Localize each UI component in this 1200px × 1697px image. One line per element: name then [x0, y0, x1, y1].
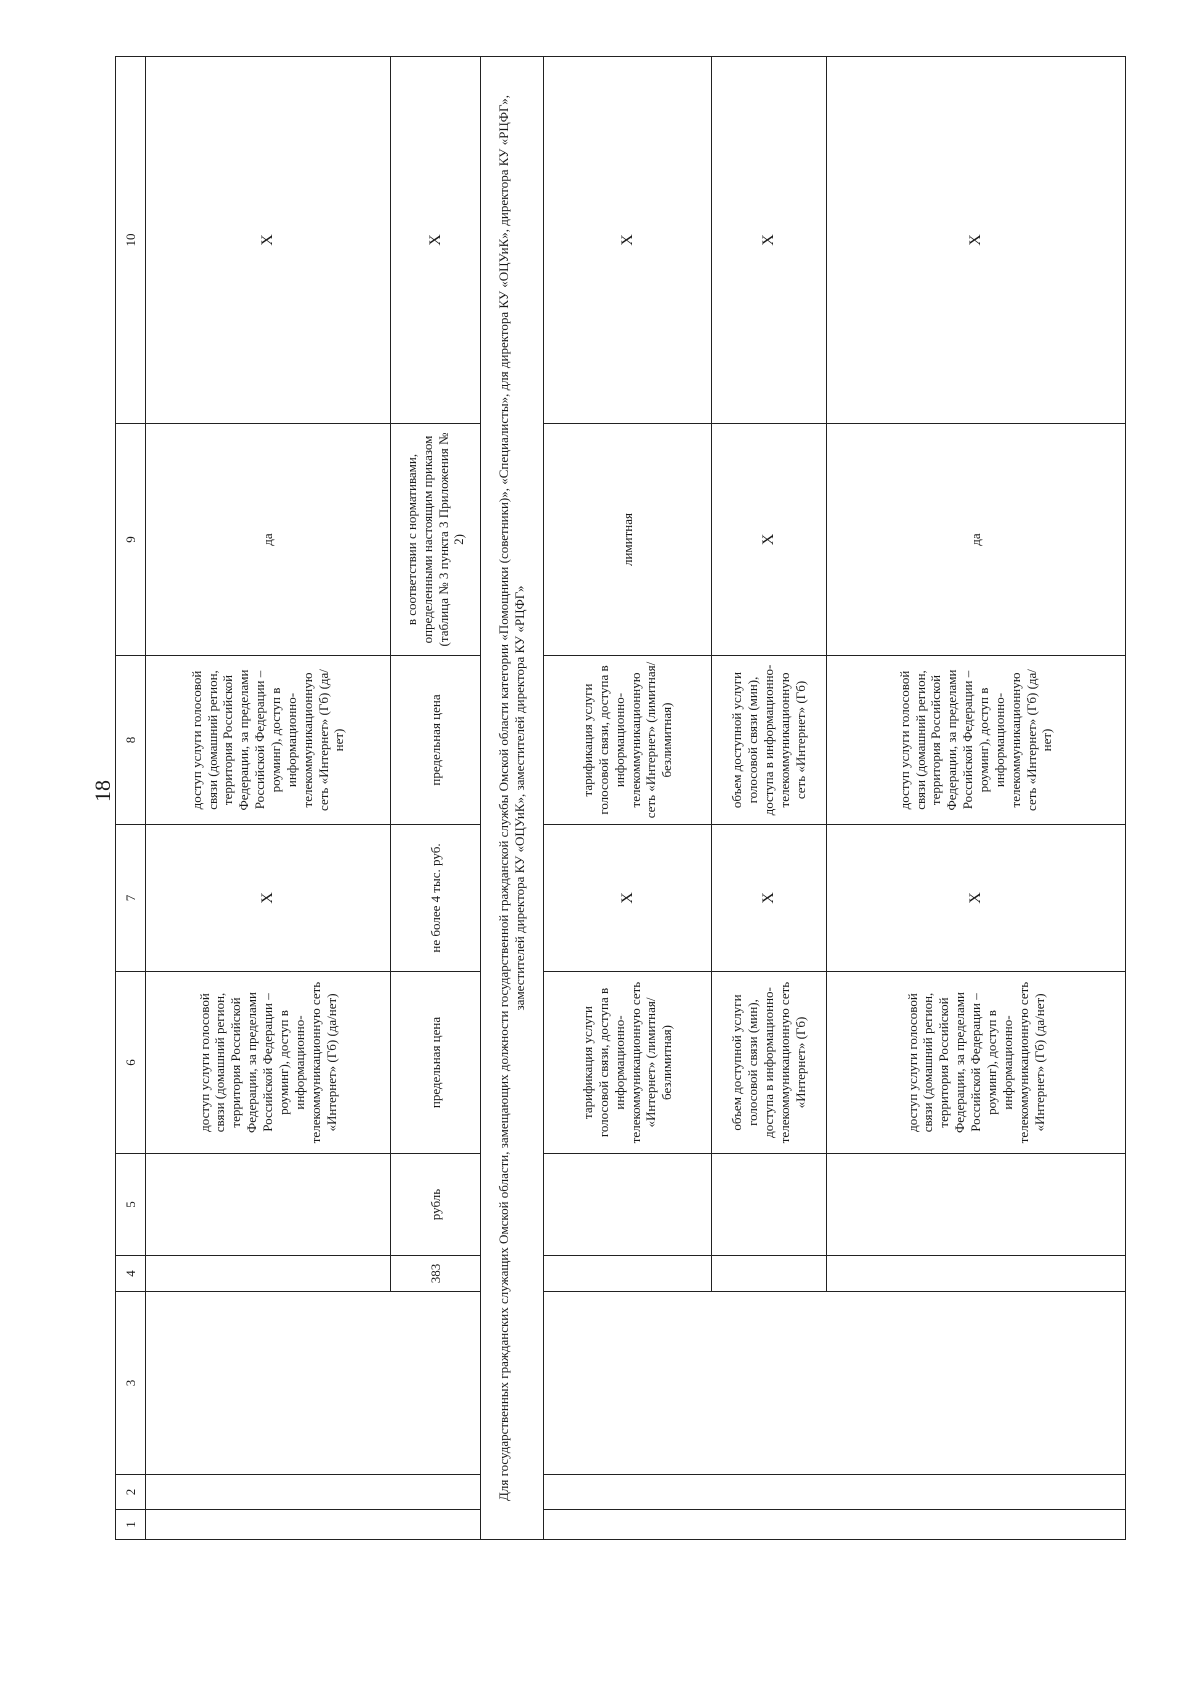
- col-number-8: 8: [116, 656, 146, 825]
- table-cell: [544, 1154, 712, 1256]
- table-cell: [544, 1292, 1126, 1475]
- table-cell: предельная цена: [391, 656, 481, 825]
- table-cell: [827, 1154, 1126, 1256]
- table-cell: Х: [544, 57, 712, 424]
- table-cell: доступ услуги голосовой связи (домашний регион, территория Российской Федерации, за пределами Российской Федерации – роуминг), доступ в информационно-телекоммуникационную сеть «Интернет» (Гб) (да/нет): [146, 656, 391, 825]
- table-cell: не более 4 тыс. руб.: [391, 825, 481, 972]
- table-row: [544, 57, 712, 1540]
- table-cell: Х: [712, 825, 827, 972]
- table-cell: Х: [544, 825, 712, 972]
- table-cell: [712, 1154, 827, 1256]
- section-heading-row: [481, 57, 544, 1540]
- col-number-4: 4: [116, 1256, 146, 1292]
- table-cell: [146, 1292, 481, 1475]
- table-row: [146, 57, 391, 1540]
- table-cell: объем доступной услуги голосовой связи (мин), доступа в информационно-телекоммуникационную сеть «Интернет» (Гб): [712, 972, 827, 1154]
- table-cell: рубль: [391, 1154, 481, 1256]
- table-cell: в соответствии с нормативами, определенными настоящим приказом (таблица № 3 пункта 3 Приложения № 2): [391, 424, 481, 656]
- table-cell: Х: [391, 57, 481, 424]
- rotated-table-container: [115, 57, 1125, 1540]
- table-cell: да: [827, 424, 1126, 656]
- table-cell: доступ услуги голосовой связи (домашний регион, территория Российской Федерации, за пределами Российской Федерации – роуминг), доступ в информационно-телекоммуникационную сеть «Интернет» (Гб) (да/нет): [827, 972, 1126, 1154]
- table-cell: 383: [391, 1256, 481, 1292]
- table-cell: лимитная: [544, 424, 712, 656]
- table-cell: [146, 1475, 481, 1510]
- table-cell: [827, 1256, 1126, 1292]
- table-cell: тарификация услуги голосовой связи, доступа в информационно-телекоммуникационную сеть «Интернет» (лимитная/ безлимитная): [544, 656, 712, 825]
- table-cell: [544, 1510, 1126, 1540]
- column-number-row: [116, 57, 146, 1540]
- table-cell: предельная цена: [391, 972, 481, 1154]
- table-cell: Х: [146, 57, 391, 424]
- col-number-2: 2: [116, 1475, 146, 1510]
- table-cell: да: [146, 424, 391, 656]
- table-cell: Х: [827, 57, 1126, 424]
- section-heading: Для государственных гражданских служащих Омской области, замещающих должности государственной гражданской службы Омской области категории «Помощники (советники)», «Специалисты», для директора КУ «ОЦУиК», директора КУ «РЦФГ», заместителей директора КУ «ОЦУиК», заместителей директора КУ «РЦФГ»: [481, 57, 544, 1540]
- col-number-10: 10: [116, 57, 146, 424]
- table-cell: Х: [712, 424, 827, 656]
- table-cell: Х: [146, 825, 391, 972]
- col-number-5: 5: [116, 1154, 146, 1256]
- table-cell: [146, 1510, 481, 1540]
- table-cell: доступ услуги голосовой связи (домашний регион, территория Российской Федерации, за пределами Российской Федерации – роуминг), доступ в информационно-телекоммуникационную сеть «Интернет» (Гб) (да/нет): [146, 972, 391, 1154]
- table-cell: [544, 1256, 712, 1292]
- table-cell: [544, 1475, 1126, 1510]
- col-number-3: 3: [116, 1292, 146, 1475]
- table-cell: Х: [712, 57, 827, 424]
- document-table: [115, 56, 1126, 1540]
- page-number: 18: [90, 780, 115, 802]
- table-cell: доступ услуги голосовой связи (домашний регион, территория Российской Федерации, за пределами Российской Федерации – роуминг), доступ в информационно-телекоммуникационную сеть «Интернет» (Гб) (да/нет): [827, 656, 1126, 825]
- col-number-7: 7: [116, 825, 146, 972]
- table-cell: [712, 1256, 827, 1292]
- col-number-9: 9: [116, 424, 146, 656]
- col-number-1: 1: [116, 1510, 146, 1540]
- table-cell: [146, 1256, 391, 1292]
- table-cell: [146, 1154, 391, 1256]
- table-cell: Х: [827, 825, 1126, 972]
- col-number-6: 6: [116, 972, 146, 1154]
- table-cell: объем доступной услуги голосовой связи (мин), доступа в информационно-телекоммуникационную сеть «Интернет» (Гб): [712, 656, 827, 825]
- table-cell: тарификация услуги голосовой связи, доступа в информационно-телекоммуникационную сеть «Интернет» (лимитная/ безлимитная): [544, 972, 712, 1154]
